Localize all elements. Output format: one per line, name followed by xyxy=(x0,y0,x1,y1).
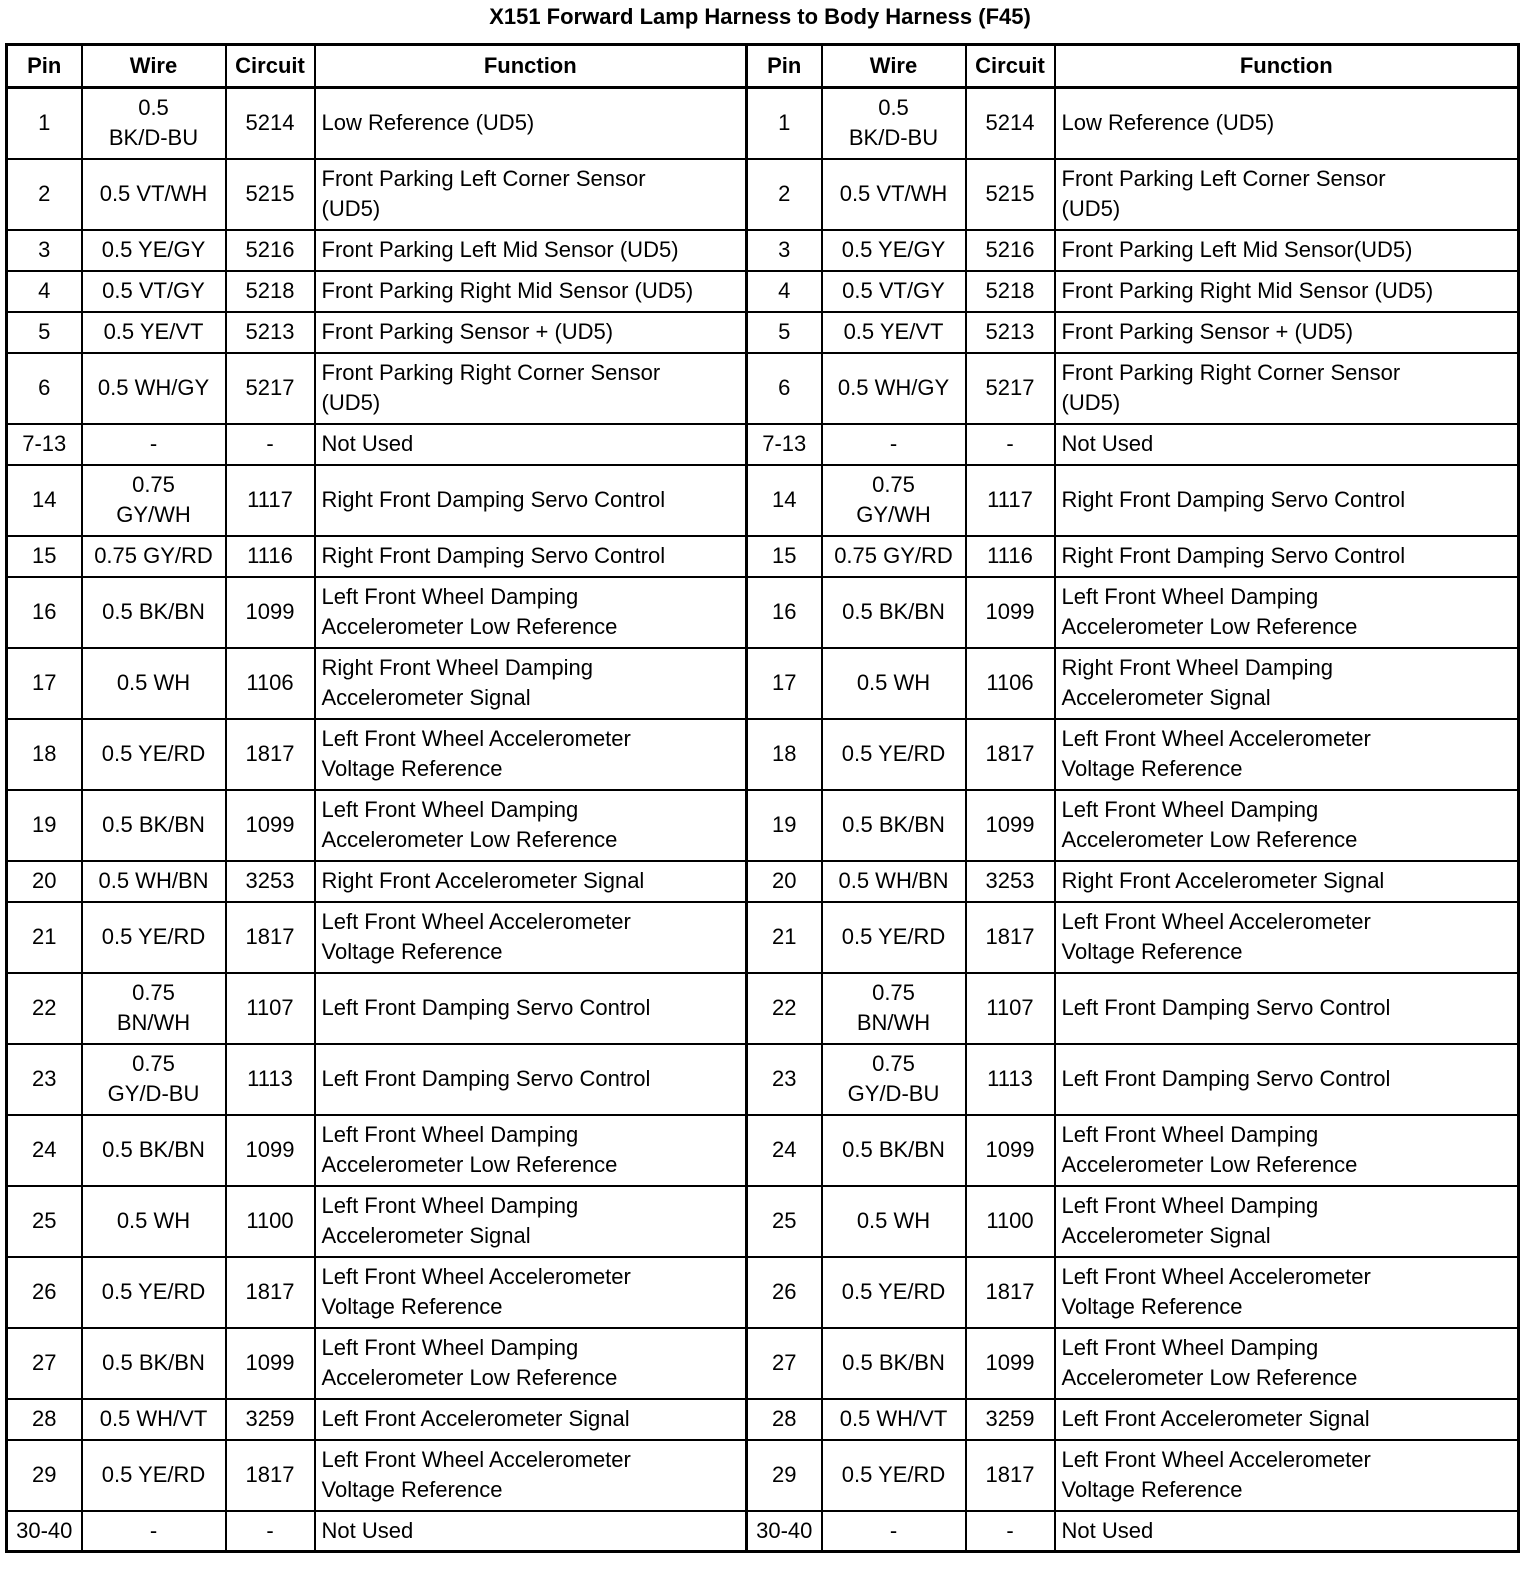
left-circuit-cell: 1817 xyxy=(226,1257,315,1328)
right-pin-cell: 22 xyxy=(747,973,822,1044)
right-pin-cell: 6 xyxy=(747,353,822,424)
left-function-cell: Left Front Wheel Accelerometer Voltage Reference xyxy=(315,1440,747,1511)
left-circuit-cell: 1817 xyxy=(226,1440,315,1511)
left-circuit-cell: 1100 xyxy=(226,1186,315,1257)
left-wire-cell: 0.5 WH/GY xyxy=(82,353,226,424)
right-circuit-cell: - xyxy=(966,1511,1055,1552)
right-pin-cell: 24 xyxy=(747,1115,822,1186)
right-circuit-cell: 1100 xyxy=(966,1186,1055,1257)
left-wire-cell: 0.5 WH xyxy=(82,1186,226,1257)
left-circuit-cell: 5215 xyxy=(226,159,315,230)
right-pin-cell: 15 xyxy=(747,536,822,577)
left-circuit-cell: 5213 xyxy=(226,312,315,353)
left-pin-cell: 19 xyxy=(7,790,82,861)
header-pin: Pin xyxy=(747,45,822,88)
left-function-cell: Left Front Accelerometer Signal xyxy=(315,1399,747,1440)
right-function-cell: Left Front Damping Servo Control xyxy=(1055,973,1519,1044)
left-circuit-cell: 3259 xyxy=(226,1399,315,1440)
right-pin-cell: 30-40 xyxy=(747,1511,822,1552)
table-row xyxy=(7,1115,1519,1186)
right-circuit-cell: 1817 xyxy=(966,902,1055,973)
left-circuit-cell: 5217 xyxy=(226,353,315,424)
right-circuit-cell: 1099 xyxy=(966,577,1055,648)
left-function-cell: Right Front Accelerometer Signal xyxy=(315,861,747,902)
right-circuit-cell: 1099 xyxy=(966,1328,1055,1399)
left-wire-cell: 0.5 VT/GY xyxy=(82,271,226,312)
table-row xyxy=(7,1186,1519,1257)
left-wire-cell: 0.5 BK/BN xyxy=(82,1328,226,1399)
left-pin-cell: 25 xyxy=(7,1186,82,1257)
right-function-cell: Left Front Accelerometer Signal xyxy=(1055,1399,1519,1440)
right-wire-cell: 0.5 WH/VT xyxy=(822,1399,966,1440)
left-pin-cell: 24 xyxy=(7,1115,82,1186)
left-wire-cell: 0.75 BN/WH xyxy=(82,973,226,1044)
left-function-cell: Front Parking Left Mid Sensor (UD5) xyxy=(315,230,747,271)
right-function-cell: Left Front Wheel Accelerometer Voltage Reference xyxy=(1055,902,1519,973)
table-row xyxy=(7,271,1519,312)
right-function-cell: Left Front Wheel Accelerometer Voltage Reference xyxy=(1055,719,1519,790)
left-wire-cell: 0.75 GY/D-BU xyxy=(82,1044,226,1115)
left-wire-cell: 0.5 BK/D-BU xyxy=(82,88,226,159)
left-pin-cell: 17 xyxy=(7,648,82,719)
right-wire-cell: 0.5 BK/D-BU xyxy=(822,88,966,159)
left-function-cell: Left Front Wheel Damping Accelerometer Signal xyxy=(315,1186,747,1257)
left-function-cell: Low Reference (UD5) xyxy=(315,88,747,159)
left-function-cell: Not Used xyxy=(315,424,747,465)
header-circuit: Circuit xyxy=(966,45,1055,88)
page-title: X151 Forward Lamp Harness to Body Harness (F45) xyxy=(489,4,1031,29)
right-circuit-cell: 1817 xyxy=(966,719,1055,790)
right-pin-cell: 19 xyxy=(747,790,822,861)
right-wire-cell: 0.5 YE/RD xyxy=(822,719,966,790)
table-row xyxy=(7,159,1519,230)
right-wire-cell: 0.75 BN/WH xyxy=(822,973,966,1044)
right-circuit-cell: 1099 xyxy=(966,1115,1055,1186)
left-wire-cell: 0.5 BK/BN xyxy=(82,790,226,861)
table-row xyxy=(7,1511,1519,1552)
pinout-table xyxy=(5,43,1520,1553)
left-pin-cell: 21 xyxy=(7,902,82,973)
right-wire-cell: 0.5 YE/RD xyxy=(822,1257,966,1328)
right-function-cell: Right Front Damping Servo Control xyxy=(1055,536,1519,577)
left-function-cell: Left Front Wheel Damping Accelerometer Low Reference xyxy=(315,1328,747,1399)
right-function-cell: Left Front Wheel Damping Accelerometer Low Reference xyxy=(1055,790,1519,861)
right-wire-cell: 0.5 VT/WH xyxy=(822,159,966,230)
right-wire-cell: 0.5 YE/RD xyxy=(822,1440,966,1511)
left-pin-cell: 28 xyxy=(7,1399,82,1440)
table-row xyxy=(7,1399,1519,1440)
right-pin-cell: 23 xyxy=(747,1044,822,1115)
right-wire-cell: 0.5 YE/RD xyxy=(822,902,966,973)
right-circuit-cell: 5214 xyxy=(966,88,1055,159)
left-pin-cell: 18 xyxy=(7,719,82,790)
left-function-cell: Left Front Wheel Accelerometer Voltage Reference xyxy=(315,902,747,973)
left-pin-cell: 26 xyxy=(7,1257,82,1328)
right-function-cell: Front Parking Right Corner Sensor (UD5) xyxy=(1055,353,1519,424)
left-wire-cell: 0.5 YE/GY xyxy=(82,230,226,271)
right-wire-cell: 0.75 GY/RD xyxy=(822,536,966,577)
right-wire-cell: 0.5 BK/BN xyxy=(822,790,966,861)
right-circuit-cell: 1116 xyxy=(966,536,1055,577)
left-pin-cell: 3 xyxy=(7,230,82,271)
right-pin-cell: 7-13 xyxy=(747,424,822,465)
right-circuit-cell: 1106 xyxy=(966,648,1055,719)
left-wire-cell: - xyxy=(82,424,226,465)
header-wire: Wire xyxy=(82,45,226,88)
left-function-cell: Right Front Damping Servo Control xyxy=(315,465,747,536)
right-function-cell: Right Front Wheel Damping Accelerometer Signal xyxy=(1055,648,1519,719)
right-wire-cell: 0.5 YE/VT xyxy=(822,312,966,353)
right-wire-cell: 0.5 YE/GY xyxy=(822,230,966,271)
right-pin-cell: 2 xyxy=(747,159,822,230)
left-function-cell: Left Front Wheel Accelerometer Voltage Reference xyxy=(315,719,747,790)
right-function-cell: Right Front Accelerometer Signal xyxy=(1055,861,1519,902)
left-wire-cell: 0.5 WH xyxy=(82,648,226,719)
right-circuit-cell: 5215 xyxy=(966,159,1055,230)
right-pin-cell: 18 xyxy=(747,719,822,790)
left-circuit-cell: - xyxy=(226,424,315,465)
table-row xyxy=(7,1328,1519,1399)
right-function-cell: Right Front Damping Servo Control xyxy=(1055,465,1519,536)
right-wire-cell: 0.5 BK/BN xyxy=(822,1328,966,1399)
right-wire-cell: 0.5 BK/BN xyxy=(822,577,966,648)
left-pin-cell: 16 xyxy=(7,577,82,648)
right-function-cell: Front Parking Left Corner Sensor (UD5) xyxy=(1055,159,1519,230)
left-pin-cell: 15 xyxy=(7,536,82,577)
left-pin-cell: 20 xyxy=(7,861,82,902)
left-function-cell: Left Front Wheel Accelerometer Voltage Reference xyxy=(315,1257,747,1328)
left-circuit-cell: 5218 xyxy=(226,271,315,312)
right-circuit-cell: 5216 xyxy=(966,230,1055,271)
header-circuit: Circuit xyxy=(226,45,315,88)
left-wire-cell: 0.5 WH/BN xyxy=(82,861,226,902)
left-circuit-cell: 1099 xyxy=(226,790,315,861)
pin-rows xyxy=(7,88,1519,1552)
right-pin-cell: 1 xyxy=(747,88,822,159)
right-pin-cell: 4 xyxy=(747,271,822,312)
right-function-cell: Not Used xyxy=(1055,424,1519,465)
left-pin-cell: 22 xyxy=(7,973,82,1044)
left-pin-cell: 7-13 xyxy=(7,424,82,465)
right-function-cell: Left Front Wheel Damping Accelerometer Low Reference xyxy=(1055,1328,1519,1399)
right-circuit-cell: - xyxy=(966,424,1055,465)
right-pin-cell: 25 xyxy=(747,1186,822,1257)
left-function-cell: Front Parking Left Corner Sensor (UD5) xyxy=(315,159,747,230)
right-circuit-cell: 5213 xyxy=(966,312,1055,353)
left-wire-cell: - xyxy=(82,1511,226,1552)
right-pin-cell: 16 xyxy=(747,577,822,648)
left-function-cell: Left Front Wheel Damping Accelerometer Low Reference xyxy=(315,1115,747,1186)
table-row xyxy=(7,88,1519,159)
right-circuit-cell: 3253 xyxy=(966,861,1055,902)
left-circuit-cell: 1099 xyxy=(226,1115,315,1186)
right-circuit-cell: 1117 xyxy=(966,465,1055,536)
right-pin-cell: 21 xyxy=(747,902,822,973)
header-row xyxy=(7,45,1519,88)
right-wire-cell: 0.5 WH xyxy=(822,1186,966,1257)
left-wire-cell: 0.75 GY/WH xyxy=(82,465,226,536)
right-pin-cell: 14 xyxy=(747,465,822,536)
left-pin-cell: 1 xyxy=(7,88,82,159)
left-circuit-cell: 1113 xyxy=(226,1044,315,1115)
table-row xyxy=(7,1440,1519,1511)
right-circuit-cell: 1817 xyxy=(966,1257,1055,1328)
right-circuit-cell: 5217 xyxy=(966,353,1055,424)
left-wire-cell: 0.5 BK/BN xyxy=(82,1115,226,1186)
right-circuit-cell: 1107 xyxy=(966,973,1055,1044)
left-function-cell: Left Front Damping Servo Control xyxy=(315,973,747,1044)
left-pin-cell: 27 xyxy=(7,1328,82,1399)
right-circuit-cell: 1817 xyxy=(966,1440,1055,1511)
left-wire-cell: 0.5 YE/RD xyxy=(82,1440,226,1511)
left-function-cell: Front Parking Right Mid Sensor (UD5) xyxy=(315,271,747,312)
right-pin-cell: 27 xyxy=(747,1328,822,1399)
left-pin-cell: 23 xyxy=(7,1044,82,1115)
right-function-cell: Front Parking Sensor + (UD5) xyxy=(1055,312,1519,353)
table-row xyxy=(7,902,1519,973)
right-function-cell: Left Front Wheel Accelerometer Voltage Reference xyxy=(1055,1440,1519,1511)
left-pin-cell: 14 xyxy=(7,465,82,536)
right-function-cell: Low Reference (UD5) xyxy=(1055,88,1519,159)
header-wire: Wire xyxy=(822,45,966,88)
right-pin-cell: 29 xyxy=(747,1440,822,1511)
table-row xyxy=(7,577,1519,648)
left-function-cell: Left Front Damping Servo Control xyxy=(315,1044,747,1115)
left-wire-cell: 0.5 YE/RD xyxy=(82,1257,226,1328)
right-wire-cell: - xyxy=(822,424,966,465)
right-wire-cell: 0.75 GY/D-BU xyxy=(822,1044,966,1115)
left-function-cell: Right Front Damping Servo Control xyxy=(315,536,747,577)
left-function-cell: Right Front Wheel Damping Accelerometer Signal xyxy=(315,648,747,719)
table-row xyxy=(7,312,1519,353)
right-circuit-cell: 1113 xyxy=(966,1044,1055,1115)
header-function: Function xyxy=(315,45,747,88)
table-row xyxy=(7,424,1519,465)
right-pin-cell: 20 xyxy=(747,861,822,902)
table-row xyxy=(7,719,1519,790)
left-circuit-cell: 1099 xyxy=(226,1328,315,1399)
table-row xyxy=(7,465,1519,536)
right-function-cell: Left Front Wheel Damping Accelerometer Low Reference xyxy=(1055,577,1519,648)
left-function-cell: Left Front Wheel Damping Accelerometer Low Reference xyxy=(315,577,747,648)
right-circuit-cell: 1099 xyxy=(966,790,1055,861)
right-pin-cell: 17 xyxy=(747,648,822,719)
right-function-cell: Left Front Damping Servo Control xyxy=(1055,1044,1519,1115)
header-pin: Pin xyxy=(7,45,82,88)
table-row xyxy=(7,536,1519,577)
left-wire-cell: 0.5 YE/RD xyxy=(82,902,226,973)
left-function-cell: Front Parking Sensor + (UD5) xyxy=(315,312,747,353)
left-wire-cell: 0.5 BK/BN xyxy=(82,577,226,648)
table-row xyxy=(7,790,1519,861)
right-wire-cell: 0.5 WH/GY xyxy=(822,353,966,424)
table-row xyxy=(7,353,1519,424)
table-row xyxy=(7,1257,1519,1328)
table-row xyxy=(7,861,1519,902)
left-circuit-cell: 1099 xyxy=(226,577,315,648)
left-circuit-cell: 5214 xyxy=(226,88,315,159)
table-row xyxy=(7,230,1519,271)
right-function-cell: Not Used xyxy=(1055,1511,1519,1552)
right-wire-cell: 0.75 GY/WH xyxy=(822,465,966,536)
left-circuit-cell: 1817 xyxy=(226,719,315,790)
right-wire-cell: 0.5 WH xyxy=(822,648,966,719)
right-function-cell: Left Front Wheel Damping Accelerometer Signal xyxy=(1055,1186,1519,1257)
left-pin-cell: 29 xyxy=(7,1440,82,1511)
left-circuit-cell: 5216 xyxy=(226,230,315,271)
left-function-cell: Front Parking Right Corner Sensor (UD5) xyxy=(315,353,747,424)
left-pin-cell: 6 xyxy=(7,353,82,424)
table-row xyxy=(7,648,1519,719)
left-wire-cell: 0.5 YE/VT xyxy=(82,312,226,353)
right-circuit-cell: 5218 xyxy=(966,271,1055,312)
right-wire-cell: 0.5 BK/BN xyxy=(822,1115,966,1186)
left-circuit-cell: - xyxy=(226,1511,315,1552)
left-pin-cell: 4 xyxy=(7,271,82,312)
left-pin-cell: 5 xyxy=(7,312,82,353)
left-circuit-cell: 1817 xyxy=(226,902,315,973)
table-row xyxy=(7,973,1519,1044)
left-wire-cell: 0.5 YE/RD xyxy=(82,719,226,790)
left-function-cell: Left Front Wheel Damping Accelerometer Low Reference xyxy=(315,790,747,861)
left-pin-cell: 30-40 xyxy=(7,1511,82,1552)
left-wire-cell: 0.5 VT/WH xyxy=(82,159,226,230)
left-circuit-cell: 1117 xyxy=(226,465,315,536)
left-circuit-cell: 3253 xyxy=(226,861,315,902)
right-wire-cell: - xyxy=(822,1511,966,1552)
right-pin-cell: 5 xyxy=(747,312,822,353)
table-row xyxy=(7,1044,1519,1115)
left-circuit-cell: 1107 xyxy=(226,973,315,1044)
right-pin-cell: 3 xyxy=(747,230,822,271)
right-function-cell: Front Parking Left Mid Sensor(UD5) xyxy=(1055,230,1519,271)
right-circuit-cell: 3259 xyxy=(966,1399,1055,1440)
right-wire-cell: 0.5 WH/BN xyxy=(822,861,966,902)
left-wire-cell: 0.75 GY/RD xyxy=(82,536,226,577)
left-pin-cell: 2 xyxy=(7,159,82,230)
right-function-cell: Front Parking Right Mid Sensor (UD5) xyxy=(1055,271,1519,312)
left-circuit-cell: 1116 xyxy=(226,536,315,577)
header-function: Function xyxy=(1055,45,1519,88)
right-wire-cell: 0.5 VT/GY xyxy=(822,271,966,312)
right-pin-cell: 28 xyxy=(747,1399,822,1440)
right-function-cell: Left Front Wheel Accelerometer Voltage Reference xyxy=(1055,1257,1519,1328)
left-function-cell: Not Used xyxy=(315,1511,747,1552)
left-wire-cell: 0.5 WH/VT xyxy=(82,1399,226,1440)
left-circuit-cell: 1106 xyxy=(226,648,315,719)
right-function-cell: Left Front Wheel Damping Accelerometer Low Reference xyxy=(1055,1115,1519,1186)
right-pin-cell: 26 xyxy=(747,1257,822,1328)
